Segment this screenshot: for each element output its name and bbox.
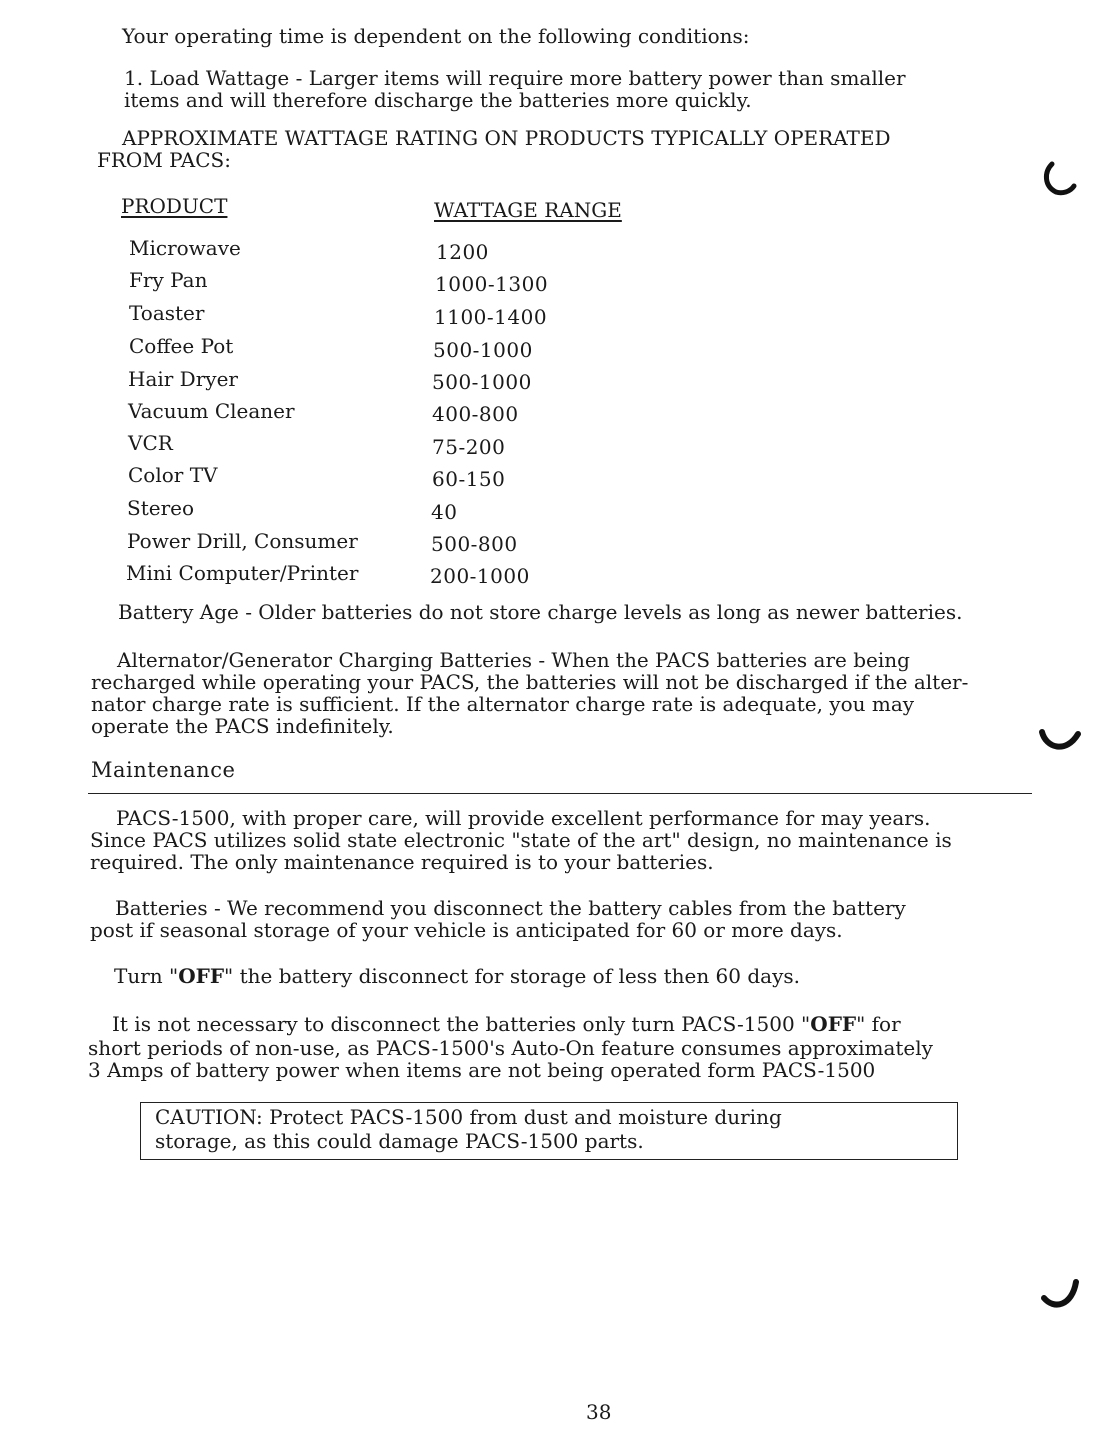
- wattage-cell: 40: [431, 500, 458, 524]
- maintenance-p4-line-1-off: OFF: [810, 1012, 857, 1036]
- alternator-line-2: recharged while operating your PACS, the batteries will not be discharged if the alter-: [91, 670, 969, 694]
- maintenance-p2-line-1: Batteries - We recommend you disconnect the battery cables from the battery: [115, 896, 906, 920]
- maintenance-heading: Maintenance: [91, 758, 236, 782]
- maintenance-p4-line-1-after: " for: [856, 1012, 901, 1036]
- maintenance-p4-line-1: [112, 1012, 901, 1036]
- maintenance-p4-line-1-before: It is not necessary to disconnect the batteries only turn PACS-1500 ": [112, 1012, 811, 1036]
- intro-text: Your operating time is dependent on the following conditions:: [122, 24, 750, 48]
- maintenance-p3-off: OFF: [178, 964, 225, 988]
- wattage-cell: 1000-1300: [435, 272, 549, 296]
- maintenance-p4-line-2: short periods of non-use, as PACS-1500's Auto-On feature consumes approximately: [88, 1036, 933, 1060]
- product-cell: Microwave: [129, 236, 241, 260]
- wattage-cell: 75-200: [432, 435, 506, 459]
- battery-age-text: Battery Age - Older batteries do not store charge levels as long as newer batteries.: [118, 600, 963, 624]
- product-cell: Power Drill, Consumer: [127, 529, 358, 553]
- product-cell: Stereo: [127, 496, 195, 520]
- maintenance-p2-line-2: post if seasonal storage of your vehicle is anticipated for 60 or more days.: [90, 918, 843, 942]
- margin-mark-icon: [1036, 1276, 1084, 1316]
- section-divider: [88, 793, 1032, 794]
- maintenance-p1-line-2: Since PACS utilizes solid state electronic "state of the art" design, no maintenance is: [90, 828, 952, 852]
- table-header-wattage: WATTAGE RANGE: [434, 198, 622, 222]
- product-cell: VCR: [128, 431, 173, 455]
- maintenance-p3-before: Turn ": [114, 964, 179, 988]
- caution-line-1: CAUTION: Protect PACS-1500 from dust and moisture during: [155, 1105, 782, 1129]
- wattage-cell: 1200: [436, 240, 489, 264]
- caution-line-2: storage, as this could damage PACS-1500 parts.: [155, 1129, 644, 1153]
- load-wattage-line-2: items and will therefore discharge the batteries more quickly.: [124, 88, 752, 112]
- maintenance-p1-line-1: PACS-1500, with proper care, will provide excellent performance for may years.: [116, 806, 931, 830]
- product-cell: Toaster: [129, 301, 205, 325]
- product-cell: Color TV: [128, 463, 218, 487]
- product-cell: Mini Computer/Printer: [126, 561, 359, 585]
- wattage-cell: 400-800: [432, 402, 519, 426]
- maintenance-p3-after: " the battery disconnect for storage of less then 60 days.: [224, 964, 801, 988]
- maintenance-p1-line-3: required. The only maintenance required is to your batteries.: [90, 850, 714, 874]
- maintenance-p3: [114, 964, 800, 988]
- wattage-cell: 500-1000: [432, 370, 532, 394]
- wattage-cell: 200-1000: [430, 564, 530, 588]
- maintenance-p4-line-3: 3 Amps of battery power when items are not being operated form PACS-1500: [88, 1058, 876, 1082]
- product-cell: Coffee Pot: [129, 334, 234, 358]
- wattage-cell: 500-800: [431, 532, 518, 556]
- caution-box: [140, 1102, 958, 1160]
- rating-heading-line-2: FROM PACS:: [97, 148, 231, 172]
- margin-mark-icon: [1036, 720, 1084, 760]
- margin-mark-icon: [1038, 160, 1086, 198]
- wattage-cell: 500-1000: [433, 338, 533, 362]
- alternator-line-4: operate the PACS indefinitely.: [91, 714, 394, 738]
- load-wattage-line-1: 1. Load Wattage - Larger items will require more battery power than smaller: [124, 66, 906, 90]
- alternator-line-3: nator charge rate is sufficient. If the alternator charge rate is adequate, you may: [91, 692, 915, 716]
- page-number: 38: [586, 1400, 612, 1424]
- wattage-cell: 60-150: [432, 467, 506, 491]
- alternator-line-1: Alternator/Generator Charging Batteries - When the PACS batteries are being: [117, 648, 910, 672]
- rating-heading-line-1: APPROXIMATE WATTAGE RATING ON PRODUCTS TYPICALLY OPERATED: [122, 126, 891, 150]
- product-cell: Fry Pan: [129, 268, 208, 292]
- wattage-cell: 1100-1400: [434, 305, 548, 329]
- table-header-product: PRODUCT: [121, 194, 228, 218]
- product-cell: Vacuum Cleaner: [128, 399, 295, 423]
- product-cell: Hair Dryer: [128, 367, 238, 391]
